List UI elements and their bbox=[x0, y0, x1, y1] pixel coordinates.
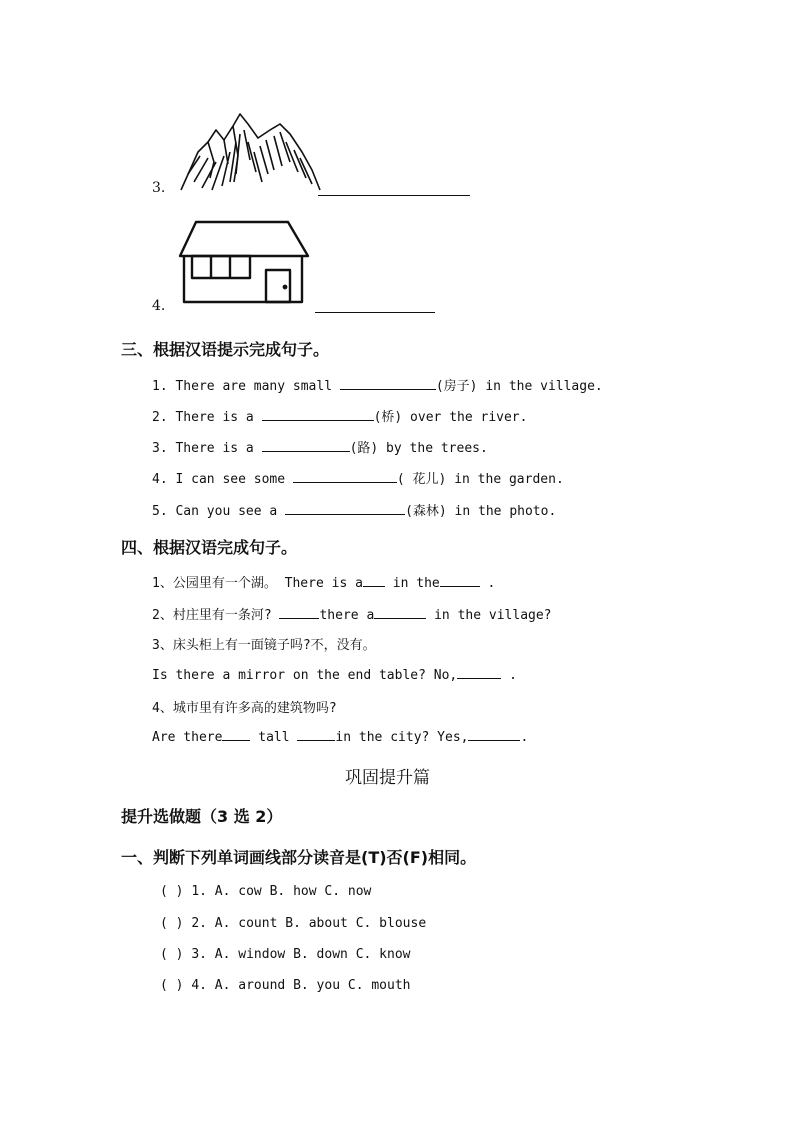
exercise-item: 2、村庄里有一条河? there a in the village? bbox=[152, 608, 552, 623]
exercise-item: 4. I can see some ( 花儿) in the garden. bbox=[152, 472, 564, 487]
answer-blank[interactable] bbox=[262, 439, 350, 452]
mountain-icon bbox=[178, 112, 323, 194]
answer-line[interactable] bbox=[318, 195, 470, 196]
section-heading: 三、根据汉语提示完成句子。 bbox=[121, 340, 330, 359]
exercise-item: ( ) 1. A. cow B. how C. now bbox=[160, 884, 372, 899]
answer-blank[interactable] bbox=[279, 606, 319, 619]
section-heading: 一、判断下列单词画线部分读音是(T)否(F)相同。 bbox=[121, 848, 477, 867]
exercise-item: 1、公园里有一个湖。 There is a in the . bbox=[152, 576, 496, 591]
answer-blank[interactable] bbox=[285, 502, 405, 515]
exercise-item: 5. Can you see a (森林) in the photo. bbox=[152, 504, 557, 519]
item-number: 4. bbox=[152, 298, 166, 314]
question-chinese: 4、城市里有许多高的建筑物吗? bbox=[152, 701, 337, 716]
answer-blank[interactable] bbox=[293, 470, 397, 483]
section-heading: 四、根据汉语完成句子。 bbox=[121, 538, 298, 557]
answer-blank[interactable] bbox=[440, 574, 480, 587]
exercise-item: ( ) 3. A. window B. down C. know bbox=[160, 947, 411, 962]
answer-blank[interactable] bbox=[222, 728, 250, 741]
answer-line[interactable] bbox=[315, 312, 435, 313]
answer-blank[interactable] bbox=[262, 408, 374, 421]
answer-blank[interactable] bbox=[340, 377, 436, 390]
exercise-item: 1. There are many small (房子) in the village. bbox=[152, 379, 603, 394]
answer-blank[interactable] bbox=[363, 574, 385, 587]
answer-blank[interactable] bbox=[457, 666, 501, 679]
item-number: 3. bbox=[152, 180, 166, 196]
exercise-item: 2. There is a (桥) over the river. bbox=[152, 410, 528, 425]
exercise-item: ( ) 4. A. around B. you C. mouth bbox=[160, 978, 411, 993]
question-chinese: 3、床头柜上有一面镜子吗?不，没有。 bbox=[152, 638, 376, 653]
exercise-item: 3. There is a (路) by the trees. bbox=[152, 441, 488, 456]
exercise-item: Is there a mirror on the end table? No, . bbox=[152, 668, 517, 683]
house-icon bbox=[178, 220, 310, 305]
exercise-item: Are there tall in the city? Yes, . bbox=[152, 730, 529, 745]
answer-blank[interactable] bbox=[297, 728, 335, 741]
answer-blank[interactable] bbox=[468, 728, 520, 741]
optional-label: 提升选做题（3 选 2） bbox=[121, 807, 283, 826]
page-title: 巩固提升篇 bbox=[345, 768, 430, 788]
answer-blank[interactable] bbox=[374, 606, 426, 619]
exercise-item: ( ) 2. A. count B. about C. blouse bbox=[160, 916, 427, 931]
